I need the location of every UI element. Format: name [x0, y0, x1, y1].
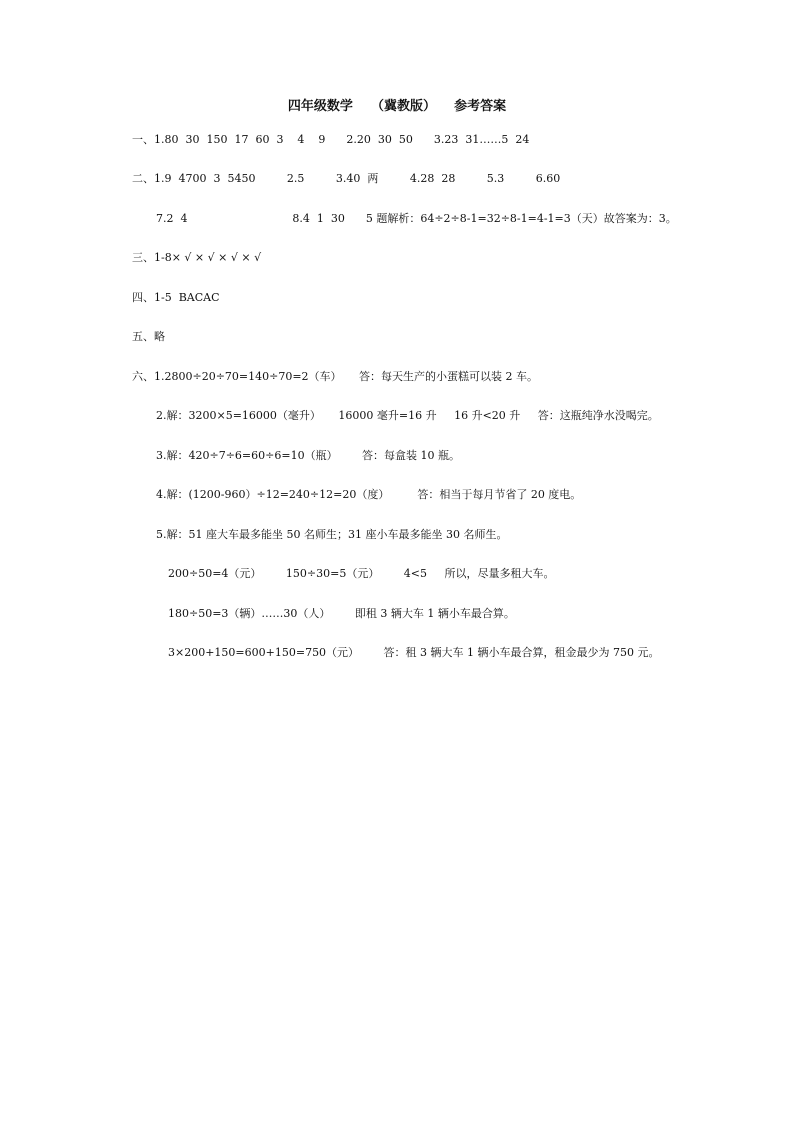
answer-section-6-q5-step2: 180÷50=3（辆）……30（人） 即租 3 辆大车 1 辆小车最合算。: [168, 607, 515, 620]
answer-section-6-q3: 3.解：420÷7÷6=60÷6=10（瓶） 答：每盒装 10 瓶。: [156, 449, 461, 462]
answer-section-6-q2: 2.解：3200×5=16000（毫升） 16000 毫升=16 升 16 升<20 升 答：这瓶纯净水没喝完。: [156, 409, 659, 422]
answer-section-3: 三、1-8× √ × √ × √ × √: [132, 251, 262, 264]
answer-section-6-q5: 5.解：51 座大车最多能坐 50 名师生；31 座小车最多能坐 30 名师生。: [156, 528, 508, 541]
answer-section-2-continued: 7.2 4 8.4 1 30 5 题解析：64÷2÷8-1=32÷8-1=4-1=3（天）故答案为：3。: [156, 212, 677, 225]
answer-section-6-q5-step1: 200÷50=4（元） 150÷30=5（元） 4<5 所以，尽量多租大车。: [168, 567, 555, 580]
answer-section-5: 五、略: [132, 330, 165, 343]
answer-section-4: 四、1-5 BACAC: [132, 291, 220, 304]
answer-section-6-q5-step3: 3×200+150=600+150=750（元） 答：租 3 辆大车 1 辆小车最合算，租金最少为 750 元。: [168, 646, 660, 659]
answer-section-6-q1: 六、1.2800÷20÷70=140÷70=2（车） 答：每天生产的小蛋糕可以装 2 车。: [132, 370, 539, 383]
answer-section-6-q4: 4.解：(1200-960）÷12=240÷12=20（度） 答：相当于每月节省了 20 度电。: [156, 488, 582, 501]
answer-section-1: 一、1.80 30 150 17 60 3 4 9 2.20 30 50 3.23 31……5 24: [132, 133, 530, 146]
page-title: 四年级数学 （冀教版） 参考答案: [287, 99, 507, 114]
answer-section-2: 二、1.9 4700 3 5450 2.5 3.40 两 4.28 28 5.3 6.60: [132, 172, 561, 185]
